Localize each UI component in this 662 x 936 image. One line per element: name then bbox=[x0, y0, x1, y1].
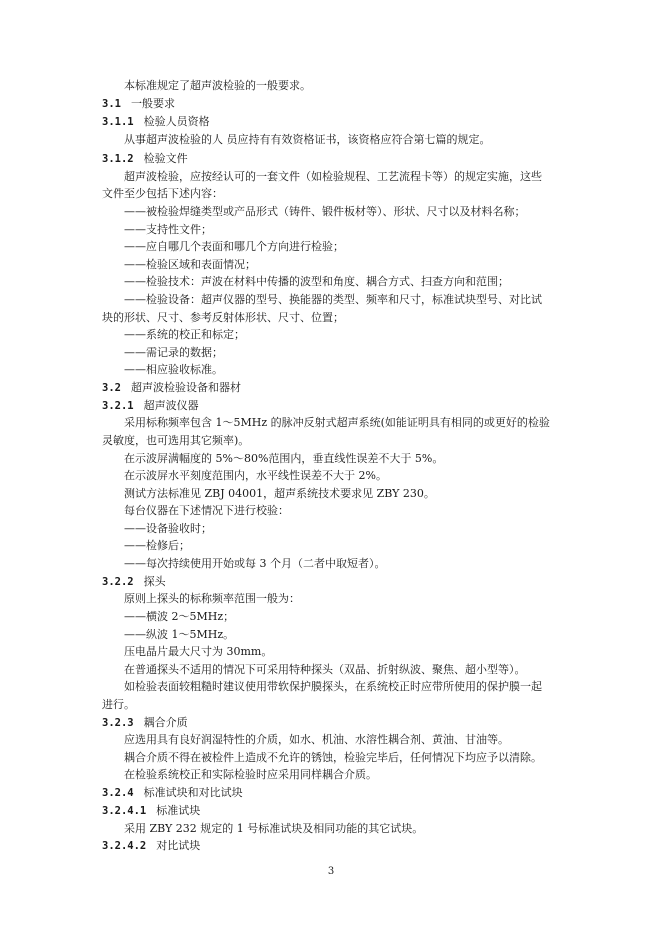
paragraph-line: 在普通探头不适用的情况下可采用特种探头（双晶、折射纵波、聚焦、超小型等）。 bbox=[124, 663, 526, 676]
heading-3-2 bbox=[102, 379, 241, 397]
heading-number: 3.2.4.2 bbox=[102, 840, 147, 852]
paragraph-line: 每台仪器在下述情况下进行校验： bbox=[124, 504, 289, 517]
heading-number: 3.2.2 bbox=[102, 576, 134, 588]
paragraph-line: 测试方法标准见 ZBJ 04001，超声系统技术要求见 ZBY 230。 bbox=[124, 487, 435, 500]
paragraph-line: 采用 ZBY 232 规定的 1 号标准试块及相同功能的其它试块。 bbox=[124, 822, 424, 835]
list-item: ——需记录的数据； bbox=[124, 346, 223, 359]
heading-3-2-4 bbox=[102, 784, 243, 802]
heading-title: 耦合介质 bbox=[143, 716, 188, 729]
list-item: ——支持性文件； bbox=[124, 223, 212, 236]
list-item: ——相应验收标准。 bbox=[124, 363, 223, 376]
heading-title: 对比试块 bbox=[156, 839, 201, 852]
paragraph-line: 压电晶片最大尺寸为 30mm。 bbox=[124, 645, 273, 658]
paragraph-line: 超声波检验，应按经认可的一套文件（如检验规程、工艺流程卡等）的规定实施，这些 bbox=[124, 170, 542, 183]
paragraph-line: 耦合介质不得在被检件上造成不允许的锈蚀，检验完毕后，任何情况下均应予以清除。 bbox=[124, 751, 542, 764]
heading-3-1-1 bbox=[102, 113, 210, 131]
list-item: ——每次持续使用开始或每 3 个月（二者中取短者）。 bbox=[124, 557, 386, 570]
list-item: ——设备验收时； bbox=[124, 522, 212, 535]
list-item: ——检修后； bbox=[124, 539, 190, 552]
heading-number: 3.2.4 bbox=[102, 787, 134, 799]
paragraph-line: 在检验系统校正和实际检验时应采用同样耦合介质。 bbox=[124, 768, 377, 781]
heading-title: 超声波检验设备和器材 bbox=[130, 381, 241, 394]
paragraph-line: 如检验表面较粗糙时建议使用带软保护膜探头，在系统校正时应带所使用的保护膜一起 bbox=[124, 680, 542, 693]
list-item: ——应自哪几个表面和哪几个方向进行检验； bbox=[124, 240, 344, 253]
list-item: ——检验区域和表面情况； bbox=[124, 258, 256, 271]
list-item-continuation: 块的形状、尺寸、参考反射体形状、尺寸、位置； bbox=[102, 311, 344, 324]
paragraph-line: 在示波屏水平刻度范围内，水平线性误差不大于 2%。 bbox=[124, 469, 387, 482]
paragraph-line: 从事超声波检验的人 员应持有有效资格证书，该资格应符合第七篇的规定。 bbox=[124, 133, 491, 146]
list-item: ——被检验焊缝类型或产品形式（铸件、锻件板材等）、形状、尺寸以及材料名称； bbox=[124, 205, 526, 218]
list-item: ——检验技术：声波在材料中传播的波型和角度、耦合方式、扫查方向和范围； bbox=[124, 275, 509, 288]
heading-3-2-3 bbox=[102, 714, 188, 732]
list-item: ——检验设备：超声仪器的型号、换能器的类型、频率和尺寸，标准试块型号、对比试 bbox=[124, 293, 542, 306]
intro-paragraph: 本标准规定了超声波检验的一般要求。 bbox=[124, 79, 311, 92]
heading-number: 3.2 bbox=[102, 382, 121, 394]
heading-3-2-4-2 bbox=[102, 837, 200, 855]
heading-number: 3.1 bbox=[102, 98, 121, 110]
paragraph-line: 进行。 bbox=[102, 698, 135, 711]
heading-title: 一般要求 bbox=[130, 97, 175, 110]
heading-3-1 bbox=[102, 95, 175, 113]
paragraph-line: 原则上探头的标称频率范围一般为： bbox=[124, 592, 300, 605]
paragraph-line: 文件至少包括下述内容： bbox=[102, 187, 223, 200]
heading-number: 3.2.1 bbox=[102, 400, 134, 412]
list-item: ——纵波 1～5MHz。 bbox=[124, 628, 235, 641]
heading-number: 3.2.4.1 bbox=[102, 805, 147, 817]
heading-number: 3.1.2 bbox=[102, 153, 134, 165]
list-item: ——系统的校正和标定； bbox=[124, 328, 245, 341]
heading-title: 检验人员资格 bbox=[143, 115, 210, 128]
heading-title: 探头 bbox=[143, 575, 166, 588]
list-item: ——横波 2～5MHz； bbox=[124, 610, 235, 623]
heading-3-2-4-1 bbox=[102, 802, 200, 820]
heading-3-2-2 bbox=[102, 573, 166, 591]
paragraph-line: 应选用具有良好润湿特性的介质，如水、机油、水溶性耦合剂、黄油、甘油等。 bbox=[124, 733, 509, 746]
page-number: 3 bbox=[327, 866, 335, 877]
heading-title: 标准试块和对比试块 bbox=[143, 786, 243, 799]
heading-title: 超声波仪器 bbox=[143, 399, 199, 412]
heading-3-2-1 bbox=[102, 397, 199, 415]
paragraph-line: 在示波屏满幅度的 5%～80%范围内，垂直线性误差不大于 5%。 bbox=[124, 452, 444, 465]
heading-number: 3.1.1 bbox=[102, 116, 134, 128]
paragraph-line: 灵敏度，也可选用其它频率)。 bbox=[102, 434, 250, 447]
heading-3-1-2 bbox=[102, 150, 188, 168]
paragraph-line: 采用标称频率包含 1～5MHz 的脉冲反射式超声系统(如能证明具有相同的或更好的检验 bbox=[124, 416, 550, 429]
heading-title: 检验文件 bbox=[143, 152, 188, 165]
heading-number: 3.2.3 bbox=[102, 717, 134, 729]
heading-title: 标准试块 bbox=[156, 804, 201, 817]
